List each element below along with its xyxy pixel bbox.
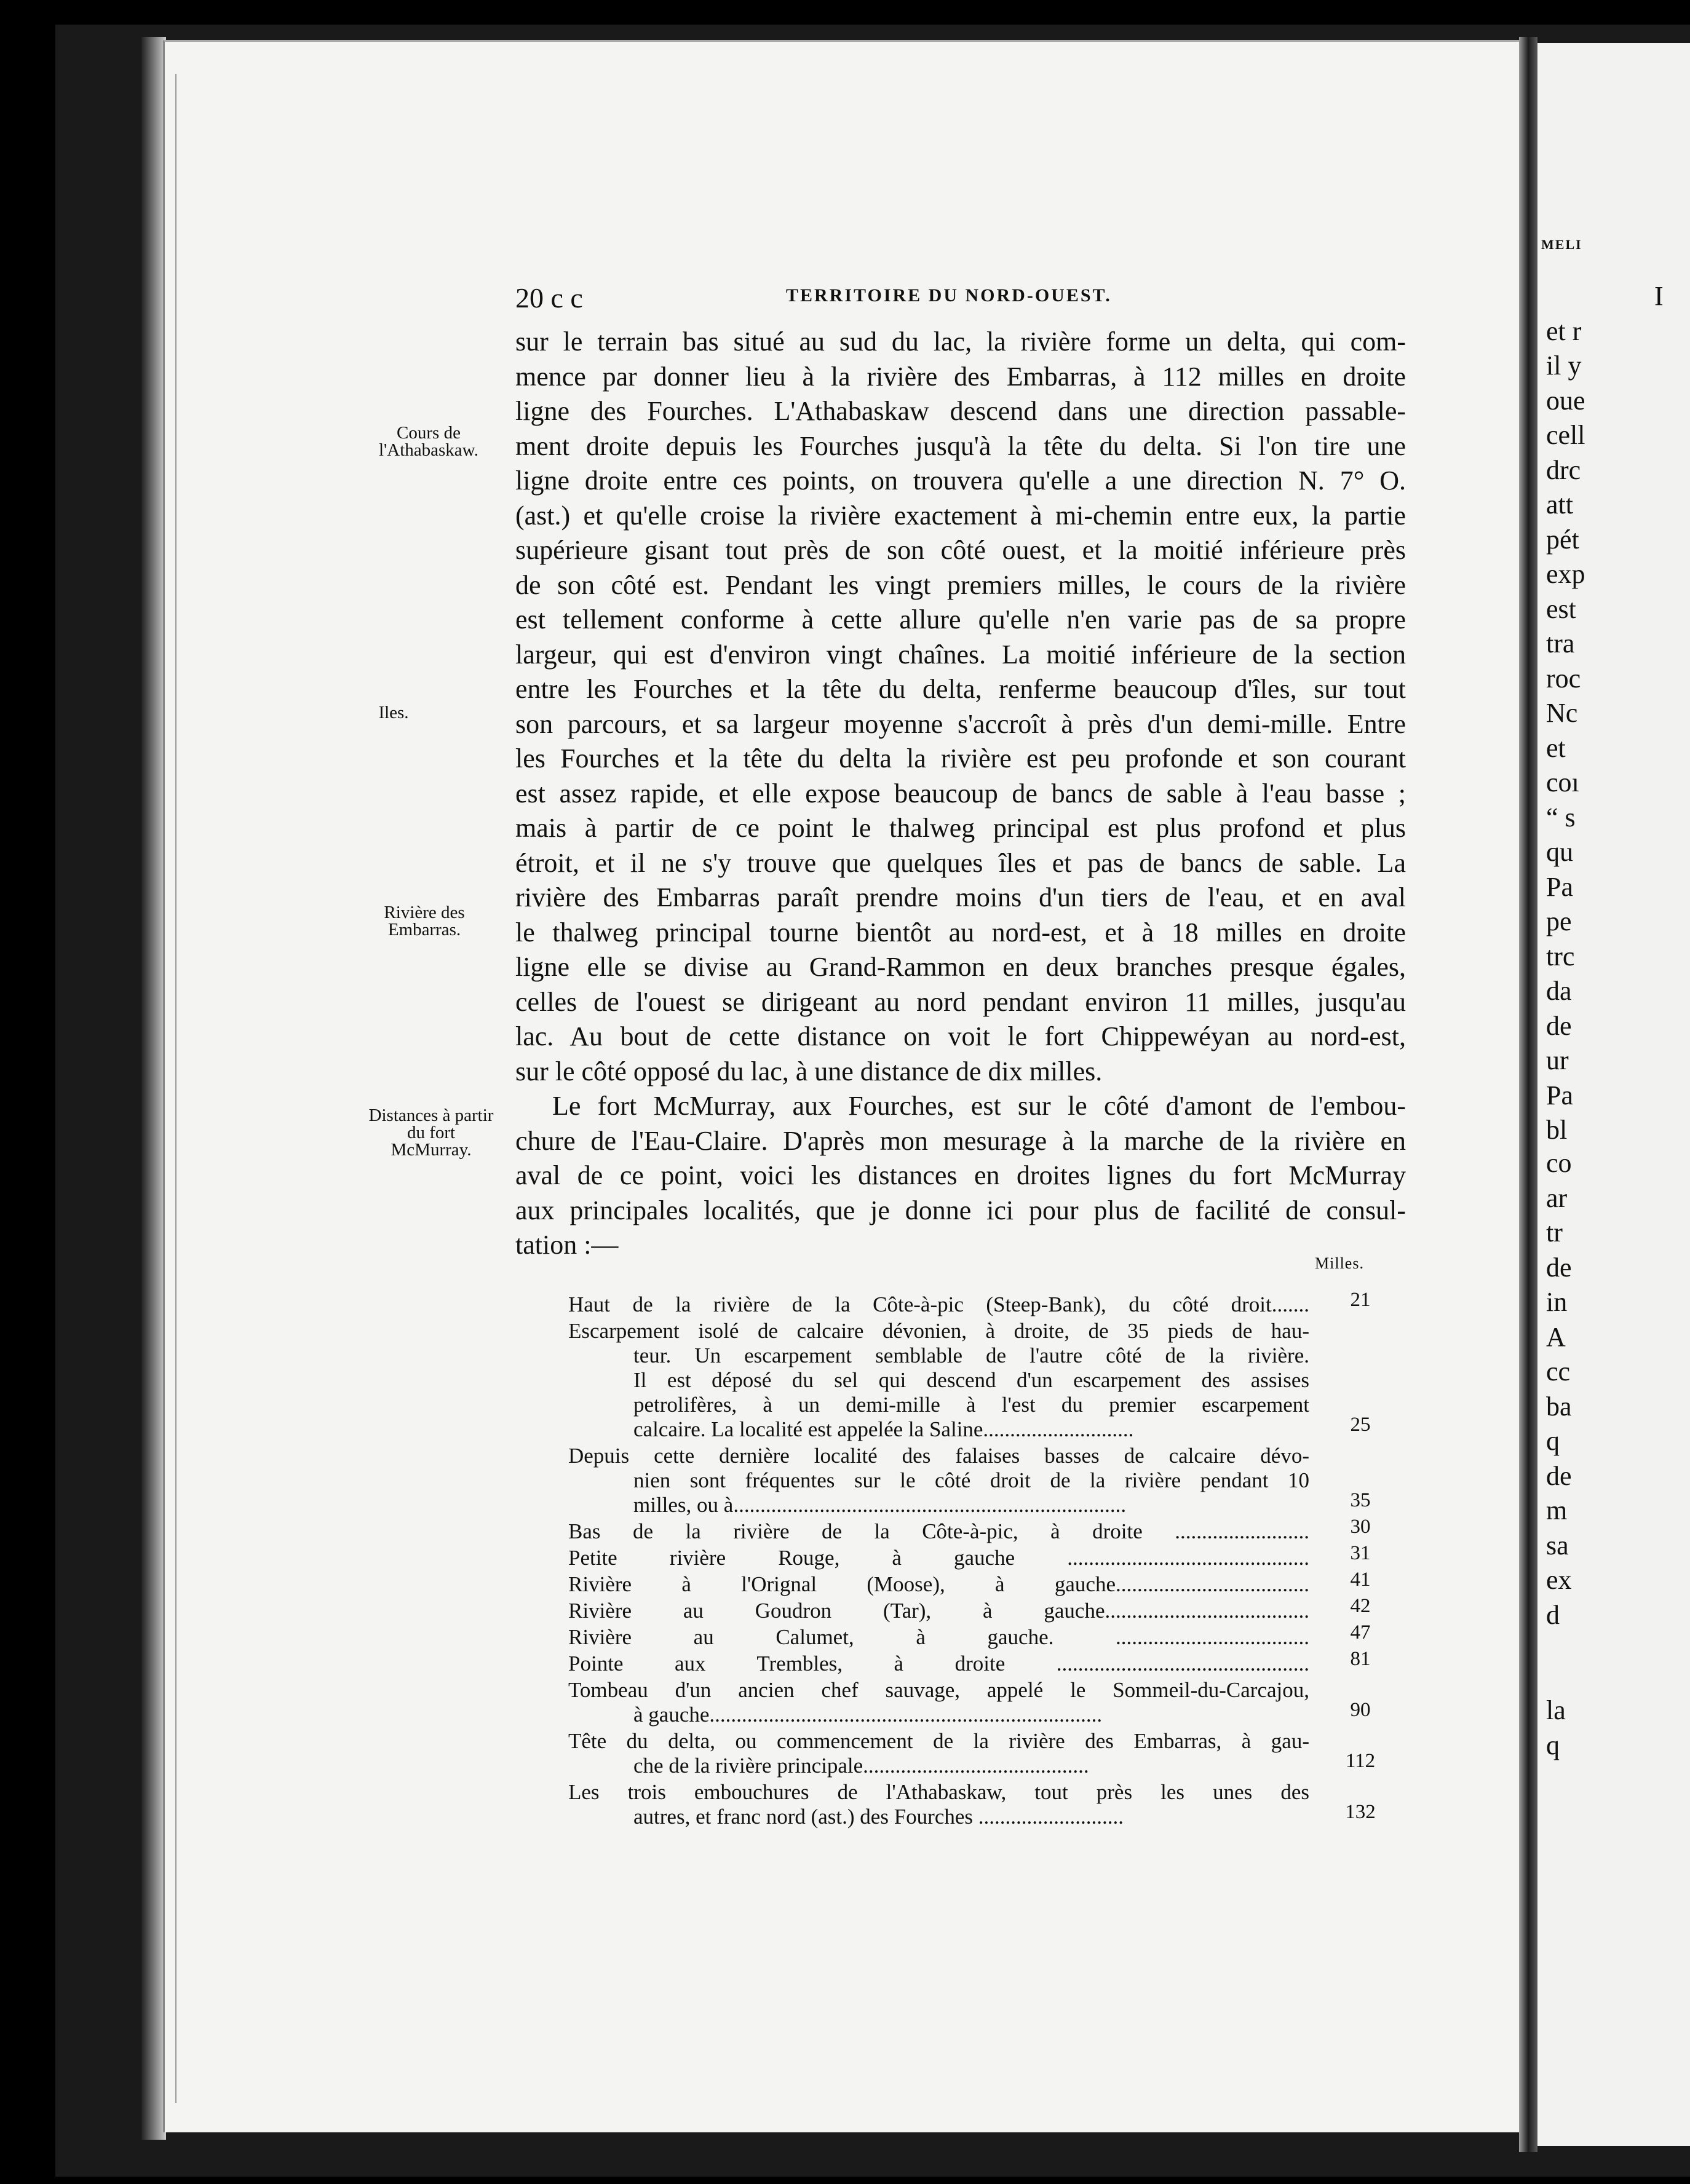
table-row-text: Bas de la rivière de la Côte-à-pic, à droite ......................... — [568, 1519, 1309, 1543]
facing-page-text-fragment: de — [1546, 1252, 1572, 1283]
page-number: 20 c c — [515, 282, 583, 314]
text-line: sur le terrain bas situé au sud du lac, la rivière forme un delta, qui com- — [515, 326, 1406, 357]
table-row — [568, 1289, 1386, 1317]
facing-page-header: MELI — [1541, 237, 1582, 252]
table-row-value: 112 — [1345, 1750, 1376, 1772]
facing-page-text-fragment: Pa — [1546, 1080, 1573, 1110]
facing-page-text-fragment: il y — [1546, 350, 1582, 381]
table-row-value: 41 — [1350, 1569, 1371, 1591]
facing-page-text-fragment: roc — [1546, 663, 1581, 694]
facing-page-text-fragment: in — [1546, 1287, 1568, 1317]
table-row-text: Tombeau d'un ancien chef sauvage, appelé le Sommeil-du-Carcajou, — [568, 1678, 1309, 1702]
table-row-text: Tête du delta, ou commencement de la rivière des Embarras, à gau- — [568, 1729, 1309, 1753]
table-row-value: 30 — [1350, 1516, 1371, 1538]
facing-page-text-fragment: coı — [1546, 767, 1579, 797]
table-row-value: 35 — [1350, 1489, 1371, 1511]
text-line: ligne elle se divise au Grand-Rammon en deux branches presque égales, — [515, 952, 1406, 982]
table-row-text: petrolifères, à un demi-mille à l'est du premier escarpement — [633, 1393, 1309, 1417]
facing-page-text-fragment: ur — [1546, 1045, 1569, 1075]
facing-page-text-fragment: sa — [1546, 1530, 1569, 1561]
table-row — [568, 1780, 1386, 1829]
text-line: est assez rapide, et elle expose beaucoup de bancs de sable à l'eau basse ; — [515, 778, 1406, 809]
facing-page-text-fragment: q — [1546, 1730, 1560, 1760]
facing-page-text-fragment: ba — [1546, 1391, 1572, 1422]
table-row-text: milles, ou à......................................................................... — [633, 1493, 1127, 1517]
table-row-text: Rivière au Goudron (Tar), à gauche...................................... — [568, 1599, 1309, 1623]
table-row-value: 25 — [1350, 1414, 1371, 1436]
text-line: aval de ce point, voici les distances en droites lignes du fort McMurray — [515, 1160, 1406, 1190]
facing-page-text-fragment: bl — [1546, 1115, 1568, 1145]
table-row-value: 31 — [1350, 1542, 1371, 1564]
table-row-value: 47 — [1350, 1621, 1371, 1644]
table-row-text: Les trois embouchures de l'Athabaskaw, tout près les unes des — [568, 1780, 1309, 1804]
table-row-text: Il est déposé du sel qui descend d'un escarpement des assises — [633, 1368, 1309, 1392]
margin-note-iles: Iles. — [378, 703, 409, 722]
facing-page-text-fragment: ex — [1546, 1565, 1572, 1595]
text-line: lac. Au bout de cette distance on voit le fort Chippewéyan au nord-est, — [515, 1021, 1406, 1051]
facing-page-text-fragment: cc — [1546, 1356, 1571, 1387]
text-line: rivière des Embarras paraît prendre moins d'un tiers de l'eau, et en aval — [515, 882, 1406, 912]
facing-page-text-fragment: oue — [1546, 385, 1585, 416]
text-line: ligne des Fourches. L'Athabaskaw descend dans une direction passable- — [515, 396, 1406, 426]
table-row — [568, 1595, 1386, 1623]
table-row-value: 81 — [1350, 1648, 1371, 1670]
page-edge-shadow — [141, 37, 166, 2140]
table-unit-header: Milles. — [1315, 1254, 1364, 1272]
table-row — [568, 1516, 1386, 1544]
text-line: (ast.) et qu'elle croise la rivière exactement à mi-chemin entre eux, la partie — [515, 500, 1406, 531]
text-line: tation :— — [515, 1230, 619, 1260]
text-line: largeur, qui est d'environ vingt chaînes. La moitié inférieure de la section — [515, 639, 1406, 670]
facing-page-text-fragment: drc — [1546, 454, 1581, 485]
facing-page-text-fragment: att — [1546, 489, 1573, 520]
facing-page-text-fragment: qu — [1546, 837, 1573, 867]
text-line: Le fort McMurray, aux Fourches, est sur le côté d'amont de l'embou- — [552, 1091, 1406, 1121]
facing-page-fragment — [1537, 43, 1690, 2146]
facing-page-text-fragment: est — [1546, 593, 1576, 624]
table-row-text: Rivière au Calumet, à gauche. .................................... — [568, 1625, 1309, 1649]
text-line: le thalweg principal tourne bientôt au nord-est, et à 18 milles en droite — [515, 917, 1406, 948]
facing-page-text-fragment: m — [1546, 1495, 1568, 1525]
text-line: est tellement conforme à cette allure qu'elle n'en varie pas de sa propre — [515, 604, 1406, 635]
table-row-text: Rivière à l'Orignal (Moose), à gauche.................................... — [568, 1572, 1309, 1596]
table-row-value: 21 — [1350, 1289, 1371, 1311]
facing-page-text-fragment: trc — [1546, 941, 1575, 971]
margin-note-embarras: Rivière des Embarras. — [384, 903, 465, 940]
table-row — [568, 1569, 1386, 1597]
page-border-line — [175, 74, 177, 2103]
table-row-value: 132 — [1345, 1801, 1376, 1823]
table-row-text: à gauche......................................................................... — [633, 1703, 1103, 1727]
table-row-text: calcaire. La localité est appelée la Saline............................ — [633, 1417, 1134, 1441]
table-row — [568, 1444, 1386, 1517]
text-line: ment droite depuis les Fourches jusqu'à la tête du delta. Si l'on tire une — [515, 430, 1406, 461]
facing-page-text-fragment: da — [1546, 976, 1572, 1006]
text-line: entre les Fourches et la tête du delta, renferme beaucoup d'îles, sur tout — [515, 674, 1406, 704]
text-line: son parcours, et sa largeur moyenne s'accroît à près d'un demi-mille. Entre — [515, 708, 1406, 739]
facing-page-text-fragment: exp — [1546, 559, 1585, 589]
facing-page-text-fragment: tr — [1546, 1217, 1563, 1248]
table-row-text: Haut de la rivière de la Côte-à-pic (Steep-Bank), du côté droit....... — [568, 1292, 1309, 1316]
facing-page-text-fragment: q — [1546, 1426, 1560, 1456]
facing-page-text-fragment: de — [1546, 1460, 1572, 1491]
text-line: celles de l'ouest se dirigeant au nord pendant environ 11 milles, jusqu'au — [515, 986, 1406, 1017]
table-row — [568, 1729, 1386, 1778]
text-line: aux principales localités, que je donne ici pour plus de facilité de consul- — [515, 1195, 1406, 1225]
margin-note-athabaskaw: Cours de l'Athabaskaw. — [379, 423, 478, 460]
table-row-text: autres, et franc nord (ast.) des Fourches ........................... — [633, 1805, 1124, 1829]
running-header — [515, 282, 1401, 318]
facing-page-text-fragment: Nc — [1546, 698, 1578, 728]
table-row-text: nien sont fréquentes sur le côté droit de la rivière pendant 10 — [633, 1468, 1309, 1492]
facing-page-text-fragment: pe — [1546, 906, 1572, 936]
body-paragraphs — [515, 325, 1406, 1263]
facing-page-text-fragment: et — [1546, 732, 1566, 763]
facing-page-text-fragment: de — [1546, 1010, 1572, 1041]
table-row-text: Petite rivière Rouge, à gauche ............................................. — [568, 1546, 1309, 1570]
table-row — [568, 1678, 1386, 1727]
text-line: les Fourches et la tête du delta la rivière est peu profonde et son courant — [515, 743, 1406, 774]
text-line: étroit, et il ne s'y trouve que quelques îles et pas de bancs de sable. La — [515, 847, 1406, 878]
table-row-text: Pointe aux Trembles, à droite ............................................... — [568, 1652, 1309, 1676]
table-row-text: Depuis cette dernière localité des falaises basses de calcaire dévo- — [568, 1444, 1309, 1468]
running-title: TERRITOIRE DU NORD-OUEST. — [786, 285, 1112, 306]
text-line: chure de l'Eau-Claire. D'après mon mesurage à la marche de la rivière en — [515, 1125, 1406, 1156]
table-row — [568, 1648, 1386, 1676]
margin-note-distances: Distances à partir du fort McMurray. — [368, 1106, 494, 1160]
text-line: supérieure gisant tout près de son côté ouest, et la moitié inférieure près — [515, 535, 1406, 565]
table-row — [568, 1319, 1386, 1442]
facing-page-text-fragment: ar — [1546, 1182, 1568, 1213]
facing-page-text-fragment: et r — [1546, 315, 1582, 346]
text-line: mence par donner lieu à la rivière des Embarras, à 112 milles en droite — [515, 361, 1406, 392]
text-line: ligne droite entre ces points, on trouvera qu'elle a une direction N. 7° O. — [515, 465, 1406, 496]
facing-page-text-fragment: cell — [1546, 420, 1585, 450]
text-line: de son côté est. Pendant les vingt premiers milles, le cours de la rivière — [515, 569, 1406, 600]
facing-page-text-fragment: “ s — [1546, 802, 1576, 833]
table-row-text: Escarpement isolé de calcaire dévonien, à droite, de 35 pieds de hau- — [568, 1319, 1309, 1343]
facing-page-text-fragment: tra — [1546, 628, 1575, 659]
facing-page-text-fragment: co — [1546, 1148, 1572, 1178]
table-row — [568, 1621, 1386, 1650]
book-gutter — [1519, 37, 1537, 2152]
facing-page-text-fragment: I — [1654, 281, 1664, 311]
facing-page-text-fragment: d — [1546, 1599, 1560, 1630]
facing-page-text-fragment: la — [1546, 1695, 1566, 1725]
facing-page-text-fragment: Pa — [1546, 871, 1573, 902]
text-line: mais à partir de ce point le thalweg principal est plus profond et plus — [515, 813, 1406, 843]
table-row-value: 42 — [1350, 1595, 1371, 1617]
table-row-value: 90 — [1350, 1699, 1371, 1721]
facing-page-text-fragment: pét — [1546, 524, 1579, 555]
table-row-text: teur. Un escarpement semblable de l'autre côté de la rivière. — [633, 1343, 1309, 1367]
text-line: sur le côté opposé du lac, à une distance de dix milles. — [515, 1056, 1103, 1086]
table-row-text: che de la rivière principale.......................................... — [633, 1754, 1089, 1778]
table-row — [568, 1542, 1386, 1570]
facing-page-text-fragment: A — [1546, 1321, 1566, 1352]
